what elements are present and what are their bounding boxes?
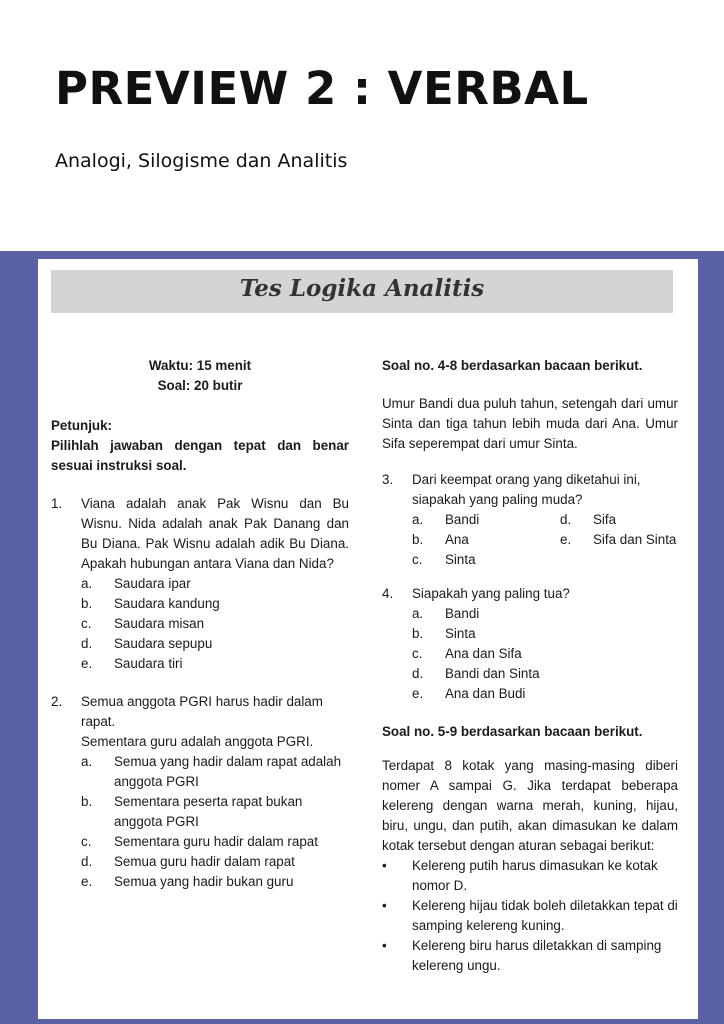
bullet-text: Kelereng biru harus diletakkan di samping kelereng ungu. — [412, 938, 662, 973]
option-letter: c. — [81, 616, 92, 631]
option-letter: a. — [81, 576, 93, 591]
option-letter: e. — [560, 532, 572, 547]
instructions-label: Petunjuk: — [51, 418, 113, 433]
bullet-text: Kelereng hijau tidak boleh diletakkan tepat di samping kelereng kuning. — [412, 898, 678, 933]
option-letter: d. — [412, 666, 424, 681]
option-d — [81, 852, 349, 872]
option-text: Semua yang hadir dalam rapat adalah anggota PGRI — [114, 754, 342, 789]
option-text: Sinta — [445, 552, 476, 567]
option-a — [81, 574, 349, 594]
document-frame — [0, 251, 724, 1024]
bullet-dot: • — [382, 858, 387, 873]
option-letter: a. — [412, 606, 424, 621]
option-text: Bandi — [445, 512, 480, 527]
option-e — [81, 872, 349, 892]
question-count: Soal: 20 butir — [157, 378, 243, 393]
option-letter: e. — [81, 656, 93, 671]
option-letter: b. — [81, 596, 93, 611]
option-text: Ana dan Budi — [445, 686, 526, 701]
document-title: Tes Logika Analitis — [239, 275, 485, 302]
option-letter: b. — [81, 794, 93, 809]
bullet-dot: • — [382, 898, 387, 913]
option-letter: c. — [412, 552, 423, 567]
option-text: Sementara peserta rapat bukan anggota PGRI — [114, 794, 303, 829]
option-a — [81, 752, 349, 792]
option-b — [81, 792, 349, 832]
option-c — [81, 614, 349, 634]
document-page — [38, 259, 698, 1019]
option-b — [81, 594, 349, 614]
option-text: Saudara misan — [114, 616, 205, 631]
question-number: 4. — [382, 586, 394, 601]
main-title: PREVIEW 2 : VERBAL — [55, 62, 589, 115]
option-text: Sementara guru hadir dalam rapat — [114, 834, 318, 849]
bullet-text: Kelereng putih harus dimasukan ke kotak nomor D. — [412, 858, 658, 893]
question-number: 2. — [51, 694, 63, 709]
rule-bullet — [382, 936, 678, 976]
option-text: Sifa dan Sinta — [593, 532, 677, 547]
option-a — [412, 604, 678, 624]
option-c — [81, 832, 349, 852]
option-letter: e. — [412, 686, 424, 701]
option-letter: b. — [412, 626, 424, 641]
instructions-text: Pilihlah jawaban dengan tepat dan benar sesuai instruksi soal. — [51, 438, 349, 473]
option-letter: d. — [81, 854, 93, 869]
section-title: Soal no. 4-8 berdasarkan bacaan berikut. — [382, 358, 643, 373]
option-text: Saudara ipar — [114, 576, 191, 591]
option-text: Bandi — [445, 606, 480, 621]
option-text: Ana dan Sifa — [445, 646, 522, 661]
bullet-dot: • — [382, 938, 387, 953]
option-letter: d. — [81, 636, 93, 651]
option-d — [81, 634, 349, 654]
rule-bullet — [382, 856, 678, 896]
option-e — [412, 684, 678, 704]
question-premise: Sementara guru adalah anggota PGRI. — [81, 734, 314, 749]
question-number: 1. — [51, 496, 63, 511]
question-text: Siapakah yang paling tua? — [412, 586, 570, 601]
right-column — [382, 356, 678, 976]
option-letter: b. — [412, 532, 424, 547]
question-2 — [51, 692, 349, 732]
option-b — [412, 624, 678, 644]
document-header-bar — [51, 270, 673, 313]
question-text: Dari keempat orang yang diketahui ini, siapakah yang paling muda? — [412, 472, 641, 507]
option-letter: d. — [560, 512, 572, 527]
option-d — [412, 664, 678, 684]
left-column — [51, 356, 349, 892]
option-letter: a. — [412, 512, 424, 527]
option-letter: c. — [81, 834, 92, 849]
question-3 — [382, 470, 678, 510]
question-text: Viana adalah anak Pak Wisnu dan Bu Wisnu. Nida adalah anak Pak Danang dan Bu Diana. Pak Wisnu adalah adik Bu Diana. Apakah hubungan antara Viana dan Nida? — [81, 496, 349, 571]
option-text: Semua yang hadir bukan guru — [114, 874, 294, 889]
reading-passage: Terdapat 8 kotak yang masing-masing diberi nomer A sampai G. Jika terdapat beberapa kelereng dengan warna merah, kuning, hijau, biru, ungu, dan putih, akan dimasukan ke dalam kotak tersebut dengan aturan sebagai berikut: — [382, 758, 678, 853]
option-c — [412, 644, 678, 664]
question-text: Semua anggota PGRI harus hadir dalam rapat. — [81, 694, 323, 729]
option-text: Sinta — [445, 626, 476, 641]
option-letter: a. — [81, 754, 93, 769]
question-4 — [382, 584, 678, 604]
option-letter: e. — [81, 874, 93, 889]
question-number: 3. — [382, 472, 394, 487]
option-text: Bandi dan Sinta — [445, 666, 540, 681]
option-text: Sifa — [593, 512, 617, 527]
option-text: Saudara tiri — [114, 656, 183, 671]
option-text: Saudara kandung — [114, 596, 220, 611]
option-text: Ana — [445, 532, 469, 547]
rule-bullet — [382, 896, 678, 936]
reading-passage: Umur Bandi dua puluh tahun, setengah dari umur Sinta dan tiga tahun lebih muda dari Ana. Umur Sifa seperempat dari umur Sinta. — [382, 396, 678, 451]
option-text: Semua guru hadir dalam rapat — [114, 854, 295, 869]
question-3-options — [412, 510, 678, 570]
option-letter: c. — [412, 646, 423, 661]
option-e — [81, 654, 349, 674]
time-info: Waktu: 15 menit — [148, 358, 252, 373]
section-title: Soal no. 5-9 berdasarkan bacaan berikut. — [382, 724, 643, 739]
question-1 — [51, 494, 349, 574]
option-text: Saudara sepupu — [114, 636, 213, 651]
subtitle: Analogi, Silogisme dan Analitis — [55, 150, 348, 172]
